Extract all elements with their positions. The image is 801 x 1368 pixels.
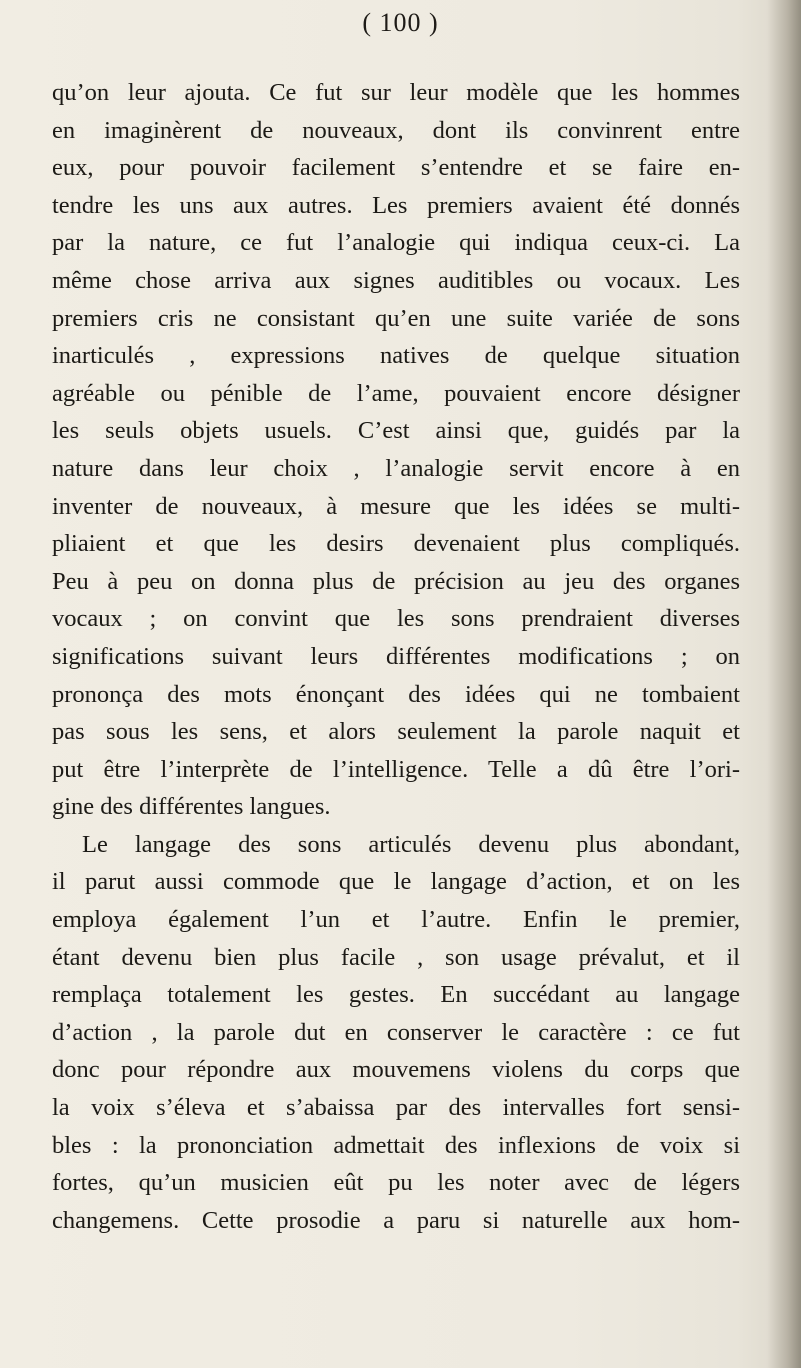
text-line: les seuls objets usuels. C’est ainsi que, guidés par la <box>52 417 740 445</box>
text-line: la voix s’éleva et s’abaissa par des intervalles fort sensi- <box>52 1094 740 1122</box>
text-line: fortes, qu’un musicien eût pu les noter avec de légers <box>52 1169 740 1197</box>
text-line: tendre les uns aux autres. Les premiers avaient été donnés <box>52 191 740 219</box>
text-line: d’action , la parole dut en conserver le caractère : ce fut <box>52 1018 740 1046</box>
text-line: étant devenu bien plus facile , son usage prévalut, et il <box>52 943 740 971</box>
text-line: significations suivant leurs différentes modifications ; on <box>52 642 740 670</box>
text-line: remplaça totalement les gestes. En succédant au langage <box>52 981 740 1009</box>
text-line: inventer de nouveaux, à mesure que les idées se multi- <box>52 492 740 520</box>
text-line: Peu à peu on donna plus de précision au jeu des organes <box>52 567 740 595</box>
text-line: Le langage des sons articulés devenu plus abondant, <box>82 830 740 858</box>
text-line: vocaux ; on convint que les sons prendraient diverses <box>52 605 740 633</box>
text-line: en imaginèrent de nouveaux, dont ils convinrent entre <box>52 116 740 144</box>
text-line: qu’on leur ajouta. Ce fut sur leur modèle que les hommes <box>52 79 740 106</box>
page-number: ( 100 ) <box>362 8 439 37</box>
text-line: même chose arriva aux signes auditibles ou vocaux. Les <box>52 266 740 294</box>
text-line: il parut aussi commode que le langage d’action, et on les <box>52 868 740 896</box>
text-line: pas sous les sens, et alors seulement la parole naquit et <box>52 718 740 746</box>
text-line: agréable ou pénible de l’ame, pouvaient encore désigner <box>52 379 740 407</box>
text-line: par la nature, ce fut l’analogie qui indiqua ceux-ci. La <box>52 229 740 257</box>
text-line: gine des différentes langues. <box>52 793 331 821</box>
text-line: employa également l’un et l’autre. Enfin le premier, <box>52 906 740 934</box>
text-line: inarticulés , expressions natives de quelque situation <box>52 342 740 370</box>
text-line: prononça des mots énonçant des idées qui ne tombaient <box>52 680 740 708</box>
text-line: premiers cris ne consistant qu’en une suite variée de sons <box>52 304 740 332</box>
page-edge-shadow <box>767 0 801 1368</box>
text-line: nature dans leur choix , l’analogie servit encore à en <box>52 454 740 482</box>
text-line: changemens. Cette prosodie a paru si naturelle aux hom- <box>52 1206 740 1234</box>
text-line: put être l’interprète de l’intelligence. Telle a dû être l’ori- <box>52 755 740 783</box>
body-text <box>52 74 740 1239</box>
text-line: pliaient et que les desirs devenaient plus compliqués. <box>52 530 740 558</box>
text-line: eux, pour pouvoir facilement s’entendre et se faire en- <box>52 154 740 182</box>
text-line: bles : la prononciation admettait des inflexions de voix si <box>52 1131 740 1159</box>
text-line: donc pour répondre aux mouvemens violens du corps que <box>52 1056 740 1084</box>
